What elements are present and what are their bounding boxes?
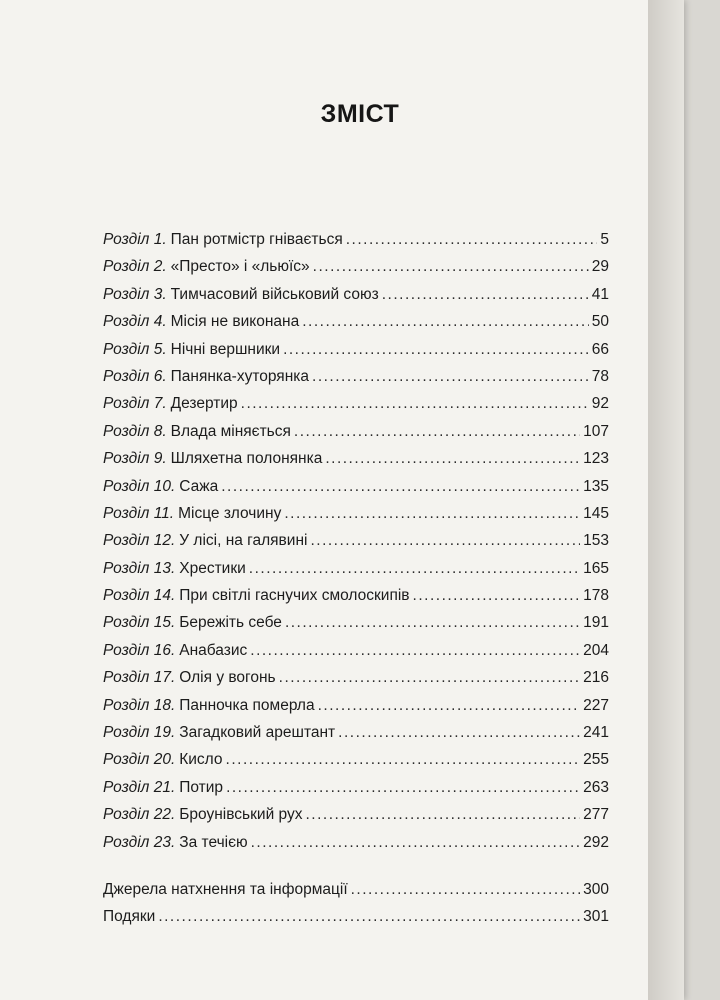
page-number: 216 bbox=[583, 669, 609, 687]
dot-leader bbox=[325, 445, 580, 472]
page-number: 92 bbox=[591, 395, 609, 413]
toc-chapter-row bbox=[103, 664, 609, 691]
page-number: 5 bbox=[600, 231, 609, 248]
toc-chapter-row bbox=[103, 281, 609, 308]
chapter-number: Розділ 1. bbox=[103, 231, 167, 248]
dot-leader bbox=[294, 418, 580, 445]
page-number: 178 bbox=[583, 587, 609, 605]
page-number: 227 bbox=[583, 696, 609, 714]
toc-chapter-row bbox=[103, 445, 609, 472]
chapter-title: При світлі гаснучих смолоскипів bbox=[179, 587, 410, 605]
chapter-list bbox=[103, 226, 609, 856]
chapter-number: Розділ 3. bbox=[103, 285, 167, 303]
chapter-number: Розділ 13. bbox=[103, 559, 176, 577]
toc-chapter-row bbox=[103, 336, 609, 363]
page-number: 78 bbox=[591, 367, 609, 385]
chapter-title: За течією bbox=[179, 833, 248, 851]
toc-chapter-row bbox=[103, 609, 609, 636]
dot-leader bbox=[249, 555, 580, 582]
dot-leader bbox=[346, 226, 598, 253]
chapter-title: Потир bbox=[179, 778, 224, 796]
chapter-title: Загадковий арештант bbox=[179, 724, 336, 742]
table-of-contents bbox=[103, 226, 609, 931]
chapter-number: Розділ 21. bbox=[103, 778, 176, 796]
page-number: 292 bbox=[583, 833, 609, 851]
toc-extra-row bbox=[103, 876, 609, 903]
dot-leader bbox=[158, 903, 580, 930]
chapter-number: Розділ 11. bbox=[103, 504, 175, 522]
toc-chapter-row bbox=[103, 390, 609, 417]
toc-chapter-row bbox=[103, 692, 609, 719]
chapter-number: Розділ 15. bbox=[103, 614, 176, 632]
chapter-title: Броунівський рух bbox=[179, 806, 303, 824]
toc-chapter-row bbox=[103, 829, 609, 856]
chapter-title: Олія у вогонь bbox=[179, 669, 276, 687]
toc-chapter-row bbox=[103, 582, 609, 609]
chapter-title: Нічні вершники bbox=[170, 340, 281, 358]
chapter-number: Розділ 14. bbox=[103, 587, 176, 605]
chapter-title: «Престо» і «льюїс» bbox=[170, 258, 310, 276]
page-number: 123 bbox=[583, 450, 609, 468]
chapter-number: Розділ 23. bbox=[103, 833, 176, 851]
chapter-number: Розділ 12. bbox=[103, 532, 176, 550]
page-number: 241 bbox=[583, 724, 609, 742]
page-number: 277 bbox=[583, 806, 609, 824]
chapter-title: Місце злочину bbox=[178, 504, 282, 522]
page-number: 145 bbox=[583, 504, 609, 522]
page-number: 300 bbox=[583, 880, 609, 898]
chapter-title: Дезертир bbox=[170, 395, 238, 413]
page-number: 204 bbox=[583, 641, 609, 659]
chapter-number: Розділ 20. bbox=[103, 751, 176, 769]
page-number: 135 bbox=[583, 477, 609, 495]
chapter-number: Розділ 8. bbox=[103, 422, 167, 440]
section-title: Подяки bbox=[103, 908, 156, 926]
page-number: 165 bbox=[583, 559, 609, 577]
chapter-number: Розділ 22. bbox=[103, 806, 176, 824]
chapter-title: Сажа bbox=[179, 477, 219, 495]
dot-leader bbox=[285, 609, 580, 636]
page-number: 255 bbox=[583, 751, 609, 769]
toc-chapter-row bbox=[103, 500, 609, 527]
section-gap bbox=[103, 856, 609, 876]
dot-leader bbox=[312, 363, 589, 390]
page-title: ЗМІСТ bbox=[320, 100, 400, 128]
page-number: 50 bbox=[591, 313, 609, 331]
page-number: 107 bbox=[583, 422, 609, 440]
toc-chapter-row bbox=[103, 801, 609, 828]
dot-leader bbox=[413, 582, 581, 609]
chapter-number: Розділ 16. bbox=[103, 641, 176, 659]
chapter-title: Анабазис bbox=[179, 641, 248, 659]
dot-leader bbox=[221, 473, 580, 500]
toc-chapter-row bbox=[103, 637, 609, 664]
toc-chapter-row bbox=[103, 473, 609, 500]
toc-chapter-row bbox=[103, 527, 609, 554]
toc-chapter-row bbox=[103, 363, 609, 390]
toc-extra-row bbox=[103, 903, 609, 930]
chapter-title: Пан ротмістр гнівається bbox=[170, 231, 343, 248]
toc-chapter-row bbox=[103, 253, 609, 280]
page-gutter-shadow bbox=[648, 0, 684, 1000]
chapter-number: Розділ 7. bbox=[103, 395, 167, 413]
dot-leader bbox=[318, 692, 581, 719]
dot-leader bbox=[226, 774, 580, 801]
dot-leader bbox=[313, 253, 589, 280]
page-number: 263 bbox=[583, 778, 609, 796]
chapter-title: Панночка померла bbox=[179, 696, 315, 714]
chapter-number: Розділ 9. bbox=[103, 450, 167, 468]
chapter-title: Бережіть себе bbox=[179, 614, 282, 632]
extras-list bbox=[103, 876, 609, 931]
chapter-title: Місія не виконана bbox=[170, 313, 300, 331]
chapter-number: Розділ 5. bbox=[103, 340, 167, 358]
toc-chapter-row bbox=[103, 746, 609, 773]
page-number: 29 bbox=[591, 258, 609, 276]
dot-leader bbox=[351, 876, 581, 903]
chapter-number: Розділ 19. bbox=[103, 724, 176, 742]
dot-leader bbox=[305, 801, 580, 828]
chapter-number: Розділ 10. bbox=[103, 477, 176, 495]
page-number: 191 bbox=[583, 614, 609, 632]
dot-leader bbox=[338, 719, 580, 746]
chapter-title: Тимчасовий військовий союз bbox=[170, 285, 379, 303]
toc-chapter-row bbox=[103, 774, 609, 801]
dot-leader bbox=[284, 500, 580, 527]
dot-leader bbox=[283, 336, 589, 363]
chapter-title: Шляхетна полонянка bbox=[170, 450, 323, 468]
chapter-title: Кисло bbox=[179, 751, 223, 769]
dot-leader bbox=[279, 664, 580, 691]
chapter-number: Розділ 17. bbox=[103, 669, 176, 687]
toc-chapter-row bbox=[103, 226, 609, 253]
chapter-number: Розділ 18. bbox=[103, 696, 176, 714]
toc-chapter-row bbox=[103, 308, 609, 335]
chapter-title: Панянка-хуторянка bbox=[170, 367, 310, 385]
page-number: 153 bbox=[583, 532, 609, 550]
page-number: 66 bbox=[591, 340, 609, 358]
dot-leader bbox=[302, 308, 589, 335]
page-number: 301 bbox=[583, 908, 609, 926]
toc-chapter-row bbox=[103, 719, 609, 746]
dot-leader bbox=[382, 281, 589, 308]
dot-leader bbox=[310, 527, 580, 554]
toc-chapter-row bbox=[103, 555, 609, 582]
dot-leader bbox=[250, 637, 580, 664]
section-title: Джерела натхнення та інформації bbox=[103, 880, 348, 898]
chapter-title: Хрестики bbox=[179, 559, 246, 577]
page-number: 41 bbox=[591, 285, 609, 303]
dot-leader bbox=[251, 829, 581, 856]
dot-leader bbox=[226, 746, 581, 773]
toc-chapter-row bbox=[103, 418, 609, 445]
chapter-number: Розділ 4. bbox=[103, 313, 167, 331]
dot-leader bbox=[241, 390, 589, 417]
chapter-number: Розділ 2. bbox=[103, 258, 167, 276]
chapter-number: Розділ 6. bbox=[103, 367, 167, 385]
chapter-title: Влада міняється bbox=[170, 422, 291, 440]
chapter-title: У лісі, на галявині bbox=[179, 532, 308, 550]
